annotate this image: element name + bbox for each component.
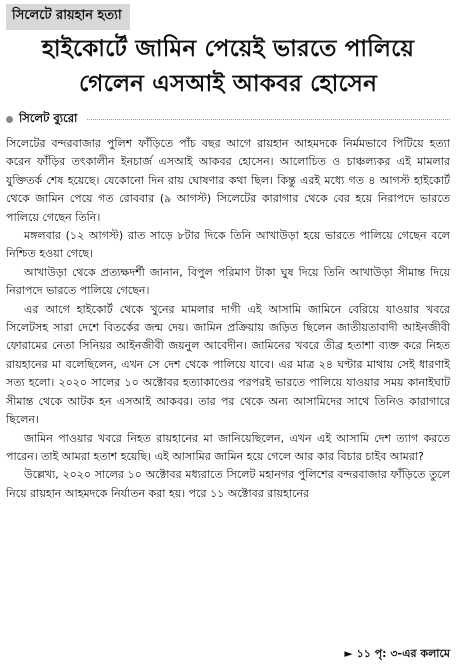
arrow-right-icon: ► (344, 647, 357, 660)
kicker-wrap (0, 0, 456, 30)
article-kicker: সিলেটে রায়হান হত্যা (6, 4, 130, 30)
paragraph: এর আগে হাইকোর্ট থেকে খুনের মামলার দাগী এই আসামি জামিনে বেরিয়ে যাওয়ার খবরে সিলেটসহ সারা দেশে বিতর্কের জন্ম দেয়। জামিন প্রক্রিয়ায় জড়িত ছিলেন জাতীয়তাবাদী আইনজীবী ফোরামের নেতা সিনিয়র আইনজীবী জয়নুল আবেদীন। জামিনের খবরে তীব্র হতাশা ব্যক্ত করে নিহত রায়হানের মা বলেছিলেন, এখন সে দেশ থেকে পালিয়ে যাবে। এর মাত্র ২৪ ঘণ্টার মাথায় সেই ধারণাই সত্য হলো। ২০২০ সালের ১০ অক্টোবর হত্যাকাণ্ডের পরপরই ভারতে পালিয়ে যাওয়ার সময় কানাইঘাট সীমান্ত থেকে আটক হন এসআই আকবর। তার পর থেকে অন্য আসামিদের সাথে তিনিও কারাগারে ছিলেন। (6, 302, 450, 427)
continue-ref-text: ১১ পৃ: ৩-এর কলামে (356, 647, 450, 660)
paragraph: সিলেটের বন্দরবাজার পুলিশ ফাঁড়িতে পাঁচ বছর আগে রায়হান আহমদকে নির্মমভাবে পিটিয়ে হত্যা করেন ফাঁড়ির তৎকালীন ইনচার্জ এসআই আকবর হোসেন। আলোচিত ও চাঞ্চল্যকর এই মামলার যুক্তিতর্ক শেষ হয়েছে। যেকোনো দিন রায় ঘোষণার কথা ছিল। কিন্তু এরই মধ্যে গত ৪ আগস্ট হাইকোর্ট থেকে জামিন পেয়ে গত রোববার (৯ আগস্ট) সিলেটের কারাগার থেকে বের হয়ে নিরাপদে ভারতে পালিয়ে গেছেন তিনি। (6, 137, 450, 224)
article-body (6, 135, 450, 503)
headline-line-2: গেলেন এসআই আকবর হোসেন (78, 71, 378, 97)
byline-divider (87, 119, 450, 120)
bullet-icon (6, 116, 13, 123)
paragraph: আখাউড়া থেকে প্রত্যক্ষদর্শী জানান, বিপুল পরিমাণ টাকা ঘুষ দিয়ে তিনি আখাউড়া সীমান্ত দিয়ে নিরাপদে ভারতে পালিয়ে গেছেন। (6, 265, 450, 298)
byline-text: সিলেট ব্যুরো (19, 111, 78, 125)
paragraph: জামিন পাওয়ার খবরে নিহত রায়হানের মা জানিয়েছিলেন, এখন এই আসামি দেশ ত্যাগ করতে পারেন। তাই আমরা হতাশ হয়েছি। এই আসামির জামিন হয়ে গেলে আর কার বিচার চাইব আমরা? (6, 431, 450, 463)
byline (6, 110, 450, 129)
article-headline (6, 32, 450, 102)
paragraph: মঙ্গলবার (১২ আগস্ট) রাত সাড়ে ৮টার দিকে তিনি আখাউড়া হয়ে ভারতে পালিয়ে গেছেন বলে নিশ্চিত হওয়া গেছে। (6, 229, 450, 261)
paragraph: উল্লেখ্য, ২০২০ সালের ১০ অক্টোবর মধ্যরাতে সিলেট মহানগর পুলিশের বন্দরবাজার ফাঁড়িতে তুলে নিয়ে রায়হান আহমদকে নির্যাতন করা হয়। পরে ১১ অক্টোবর রায়হানের (6, 468, 450, 500)
continue-reference (344, 645, 450, 664)
headline-line-1: হাইকোর্টে জামিন পেয়েই ভারতে পালিয়ে (41, 36, 415, 62)
